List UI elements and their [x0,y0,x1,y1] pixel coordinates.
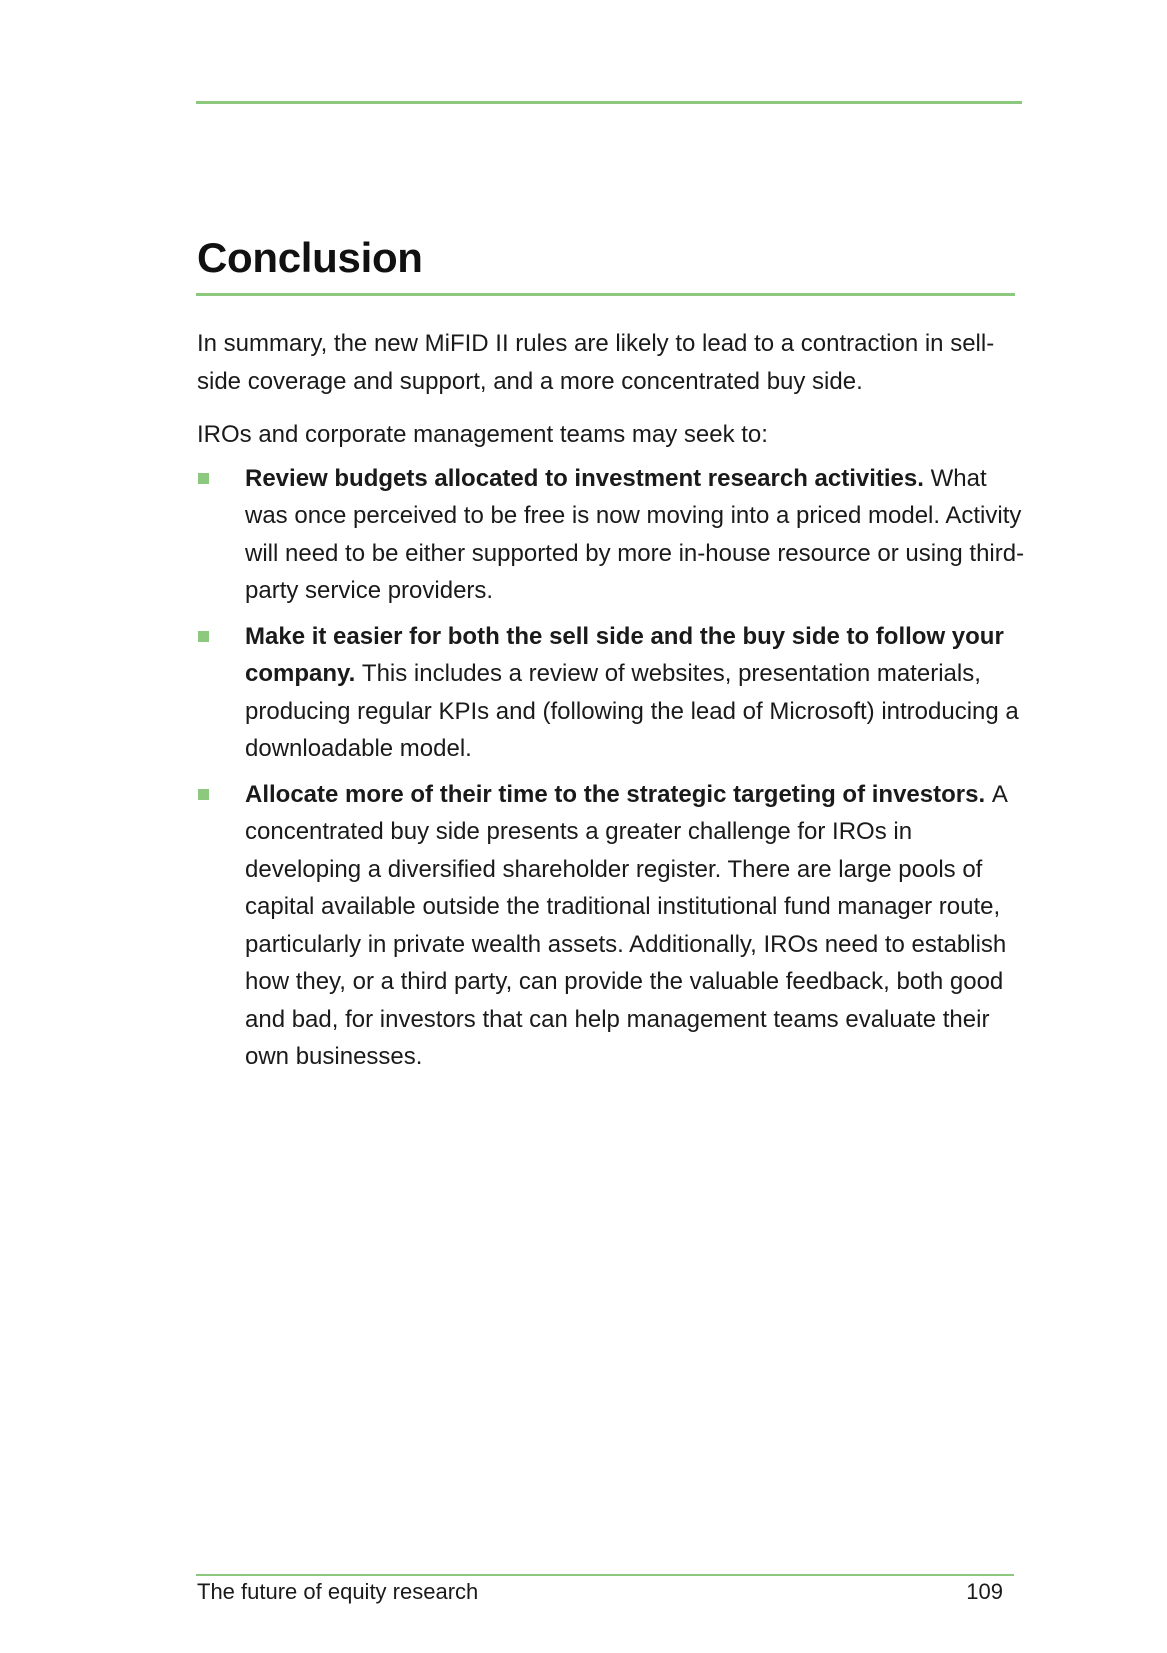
footer-rule [196,1574,1014,1576]
square-bullet-icon [198,631,209,642]
lead-in-paragraph: IROs and corporate management teams may seek to: [197,421,768,448]
list-item [197,460,1027,610]
intro-paragraph: In summary, the new MiFID II rules are likely to lead to a contraction in sell-side coverage and support, and a more concentrated buy side. [197,330,995,395]
bullet-text: A concentrated buy side presents a greater challenge for IROs in developing a diversified shareholder register. There are large pools of capital available outside the traditional institutional fund manager route, particularly in private wealth assets. Additionally, IROs need to establish how they, or a third party, can provide the valuable feedback, both good and bad, for investors that can help management teams evaluate their own businesses. [245,780,1007,1070]
bullet-heading: Allocate more of their time to the strategic targeting of investors. [245,780,992,808]
recommendation-list [197,460,1027,1076]
body-content [197,325,1027,1084]
list-item [197,776,1027,1076]
header-rule [196,101,1022,104]
square-bullet-icon [198,473,209,484]
list-item [197,618,1027,768]
page-title: Conclusion [197,234,423,281]
bullet-text: This includes a review of websites, presentation materials, producing regular KPIs and (following the lead of Microsoft) introducing a downloadable model. [245,660,1019,762]
bullet-heading: Review budgets allocated to investment research activities. [245,464,931,492]
bullet-text: What was once perceived to be free is now moving into a priced model. Activity will need to be either supported by more in-house resource or using third-party service providers. [245,464,1025,604]
footer-publication-title: The future of equity research [197,1579,479,1604]
title-underline [196,293,1015,296]
bullet-heading: Make it easier for both the sell side and the buy side to follow your company. [245,622,1004,687]
page-number: 109 [966,1579,1003,1604]
square-bullet-icon [198,789,209,800]
